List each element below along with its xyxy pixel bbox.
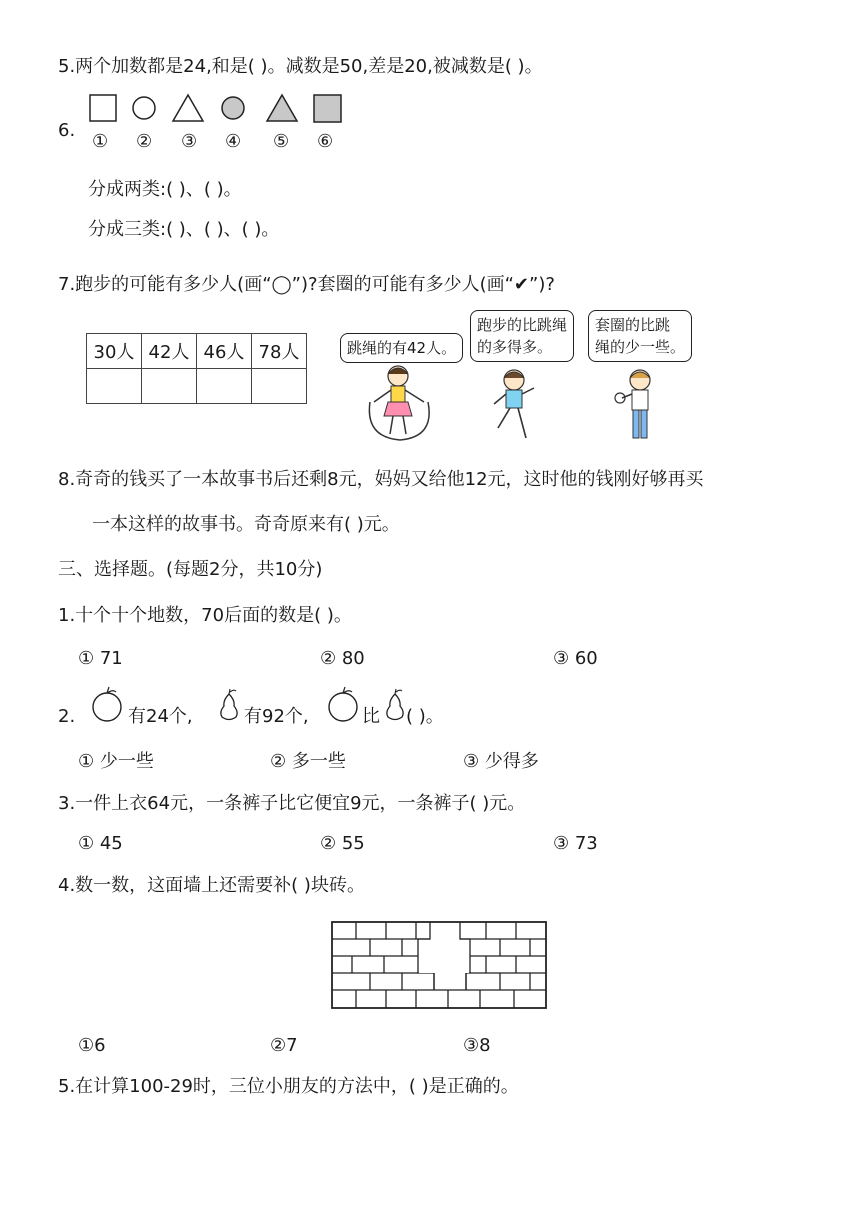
choice-1: 1.十个十个地数，70后面的数是( )。 [58,605,352,626]
boy-ring-toss-illustration [610,368,670,444]
bubble-text: 套圈的比跳 [595,316,671,334]
answer-cell[interactable] [87,369,142,404]
section-3-title: 三、选择题。(每题2分，共10分) [58,559,323,580]
shape-label-5: ⑤ [273,131,290,152]
bubble-text: 跑步的比跳绳 [477,316,568,334]
shape-label-6: ⑥ [317,131,334,152]
choice-2-option-1[interactable]: ① 少一些 [78,751,154,772]
question-6-number: 6. [58,120,76,141]
shape-label-2: ② [136,131,153,152]
shape-labels [92,129,362,155]
shaded-triangle-shape [267,95,297,121]
question-5: 5.两个加数都是24,和是( )。减数是50,差是20,被减数是( )。 [58,56,543,77]
shape-label-1: ① [92,131,109,152]
choice-4: 4.数一数，这面墙上还需要补( )块砖。 [58,875,365,896]
answer-cell[interactable] [197,369,252,404]
shaded-square-shape [314,95,341,122]
question-8-line-2: 一本这样的故事书。奇奇原来有( )元。 [92,514,400,535]
orange-icon [324,686,362,722]
brick-wall-diagram [330,920,550,1012]
orange-icon [88,686,126,722]
choice-2-text-4: ( )。 [406,706,444,727]
choice-4-option-3[interactable]: ③8 [463,1035,491,1056]
choice-2-text-3: 比 [362,706,380,727]
shape-label-3: ③ [181,131,198,152]
choice-2-text-1: 有24个, [128,706,193,727]
choice-2-number: 2. [58,706,76,727]
choice-1-option-3[interactable]: ③ 60 [553,648,598,669]
pear-icon [215,688,243,722]
bubble-text: 跳绳的有42人。 [347,339,457,357]
speech-bubble-running [470,310,574,362]
speech-bubble-ring-toss [588,310,692,362]
choice-2-option-3[interactable]: ③ 少得多 [463,751,539,772]
choice-1-option-1[interactable]: ① 71 [78,648,123,669]
shapes-row [85,92,355,126]
choice-4-option-1[interactable]: ①6 [78,1035,106,1056]
choice-3-option-1[interactable]: ① 45 [78,833,123,854]
pear-icon [381,688,409,722]
choice-4-option-2[interactable]: ②7 [270,1035,298,1056]
answer-cell[interactable] [252,369,307,404]
question-7: 7.跑步的可能有多少人(画“◯”)?套圈的可能有多少人(画“✔”)? [58,274,555,295]
choice-3-option-2[interactable]: ② 55 [320,833,365,854]
square-shape [90,95,116,121]
triangle-shape [173,95,203,121]
shape-label-4: ④ [225,131,242,152]
choice-2-text-2: 有92个, [244,706,309,727]
boy-running-illustration [484,368,544,444]
choice-3-option-3[interactable]: ③ 73 [553,833,598,854]
circle-shape [133,97,155,119]
choice-5: 5.在计算100-29时，三位小朋友的方法中，( )是正确的。 [58,1076,519,1097]
table-header: 46人 [197,334,252,369]
choice-1-option-2[interactable]: ② 80 [320,648,365,669]
table-header: 78人 [252,334,307,369]
choice-3: 3.一件上衣64元，一条裤子比它便宜9元，一条裤子( )元。 [58,793,526,814]
bubble-text: 绳的少一些。 [595,338,686,356]
classify-two: 分成两类:( )、( )。 [88,179,242,200]
bubble-text: 的多得多。 [477,338,553,356]
answer-cell[interactable] [142,369,197,404]
people-table [86,333,307,404]
girl-jump-rope-illustration [360,362,440,442]
shaded-circle-shape [222,97,244,119]
table-header: 30人 [87,334,142,369]
question-8-line-1: 8.奇奇的钱买了一本故事书后还剩8元，妈妈又给他12元，这时他的钱刚好够再买 [58,469,704,490]
choice-2-option-2[interactable]: ② 多一些 [270,751,346,772]
classify-three: 分成三类:( )、( )、( )。 [88,219,280,240]
table-header: 42人 [142,334,197,369]
speech-bubble-jump-rope [340,333,463,363]
